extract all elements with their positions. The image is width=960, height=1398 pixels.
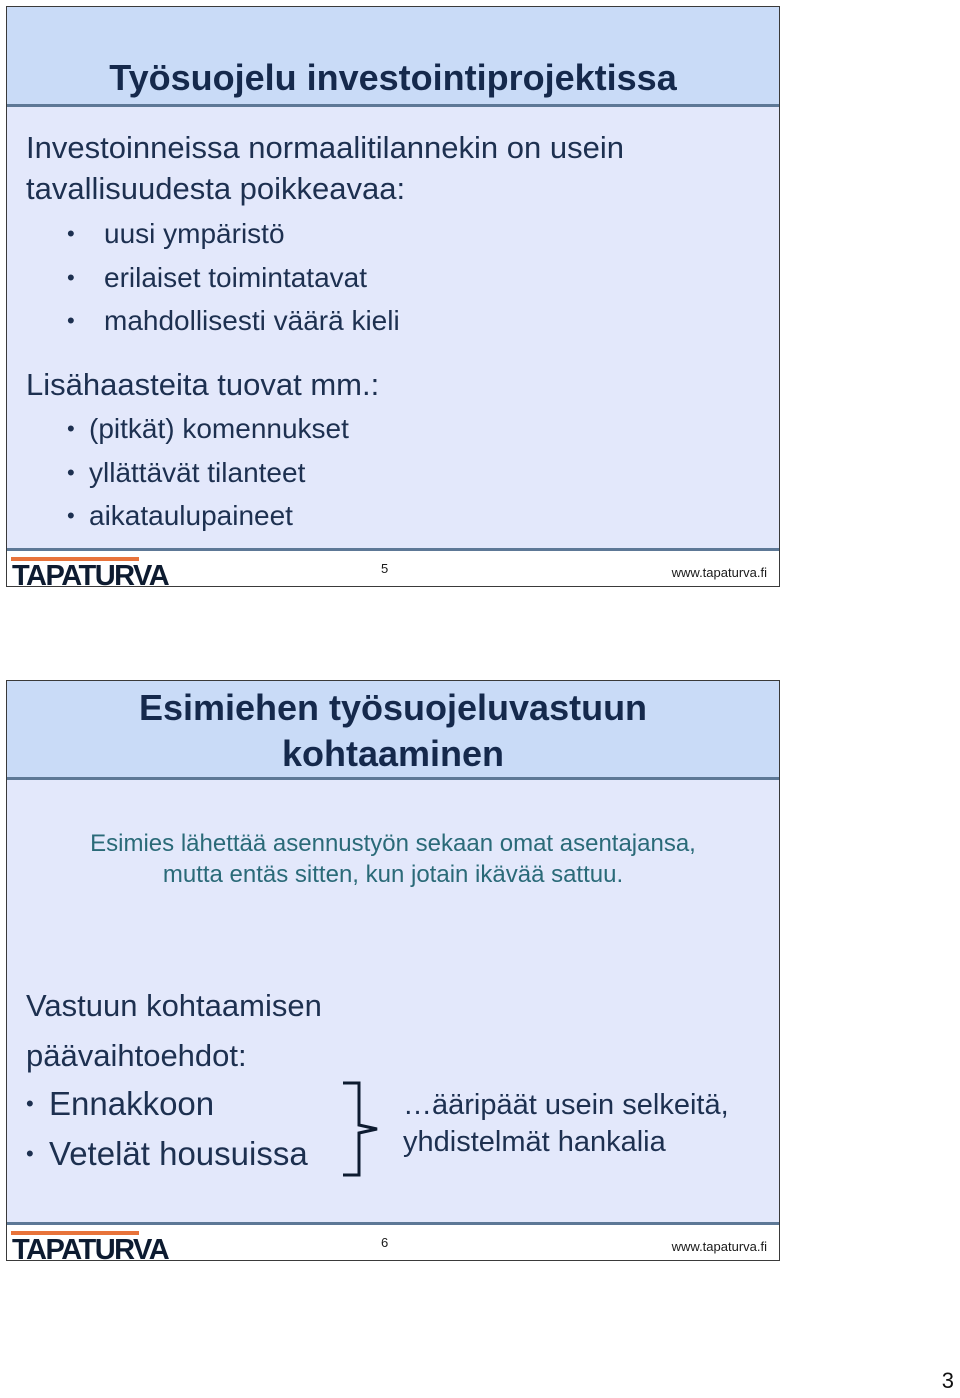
tapaturva-logo	[11, 1228, 171, 1262]
website-url: www.tapaturva.fi	[671, 565, 767, 580]
svg-text:TAPATURVA: TAPATURVA	[12, 560, 169, 588]
bullet-icon: •	[67, 221, 75, 246]
slide-title-line-2: kohtaaminen	[281, 733, 505, 774]
slide-title	[7, 685, 779, 777]
slide-6: Esimiehen työsuojeluvastuun kohtaaminen Esimies lähettää asennustyön sekaan omat asentajansa, mutta entäs sitten, kun jotain ikävää sattuu. Vastuun kohtaamisen päävaihtoehdot: • Ennakkoon • Vetelät housuissa …ääripäät usein selkeitä, yhdistelmät hankalia TAPATURVA 6 www.tapaturva.fi	[6, 680, 780, 1261]
tapaturva-logo	[11, 554, 171, 588]
subheading: Lisähaasteita tuovat mm.:	[26, 367, 380, 402]
slide-footer	[7, 548, 779, 586]
curly-brace-icon	[341, 1081, 383, 1177]
page-number: 5	[381, 561, 389, 576]
slide-title: Työsuojelu investointiprojektissa	[109, 57, 677, 98]
svg-text:TAPATURVA: TAPATURVA	[12, 1234, 169, 1262]
bullet-icon: •	[67, 416, 75, 441]
website-url: www.tapaturva.fi	[671, 1239, 767, 1254]
intro-text-line-2: tavallisuudesta poikkeavaa:	[26, 171, 406, 206]
handout-page-number: 3	[941, 1368, 954, 1393]
slide-title-line-1: Esimiehen työsuojeluvastuun	[138, 687, 648, 728]
scenario-text-line-1: Esimies lähettää asennustyön sekaan omat asentajansa,	[90, 830, 696, 857]
bullet-icon: •	[67, 264, 75, 290]
slide-5: Työsuojelu investointiprojektissa Investoinneissa normaalitilannekin on usein tavallisuudesta poikkeavaa: • uusi ympäristö • erilaiset toimintatavat • mahdollisesti väärä kieli Lisähaasteita tuovat mm.: • (pitkät) komennukset • yllättävät tilanteet • aikataulupaineet TAPATURVA 5 www.tapaturva.fi	[6, 6, 780, 587]
slide-footer	[7, 1222, 779, 1260]
intro-text-line-1: Investoinneissa normaalitilannekin on usein	[26, 130, 624, 165]
bullet-icon: •	[67, 503, 75, 528]
bullet-icon: •	[26, 1141, 34, 1166]
note-line-1: …ääripäät usein selkeitä,	[403, 1089, 729, 1121]
title-bar	[7, 7, 779, 107]
bullet-icon: •	[26, 1091, 34, 1116]
scenario-text-line-2: mutta entäs sitten, kun jotain ikävää sattuu.	[162, 861, 624, 888]
options-heading-line-1: Vastuun kohtaamisen	[26, 988, 322, 1023]
options-heading-line-2: päävaihtoehdot:	[26, 1038, 247, 1073]
bullet-icon: •	[67, 308, 75, 333]
note-line-2: yhdistelmät hankalia	[403, 1126, 666, 1158]
bullet-icon: •	[67, 459, 75, 485]
page-number: 6	[381, 1235, 389, 1250]
title-bar	[7, 681, 779, 780]
